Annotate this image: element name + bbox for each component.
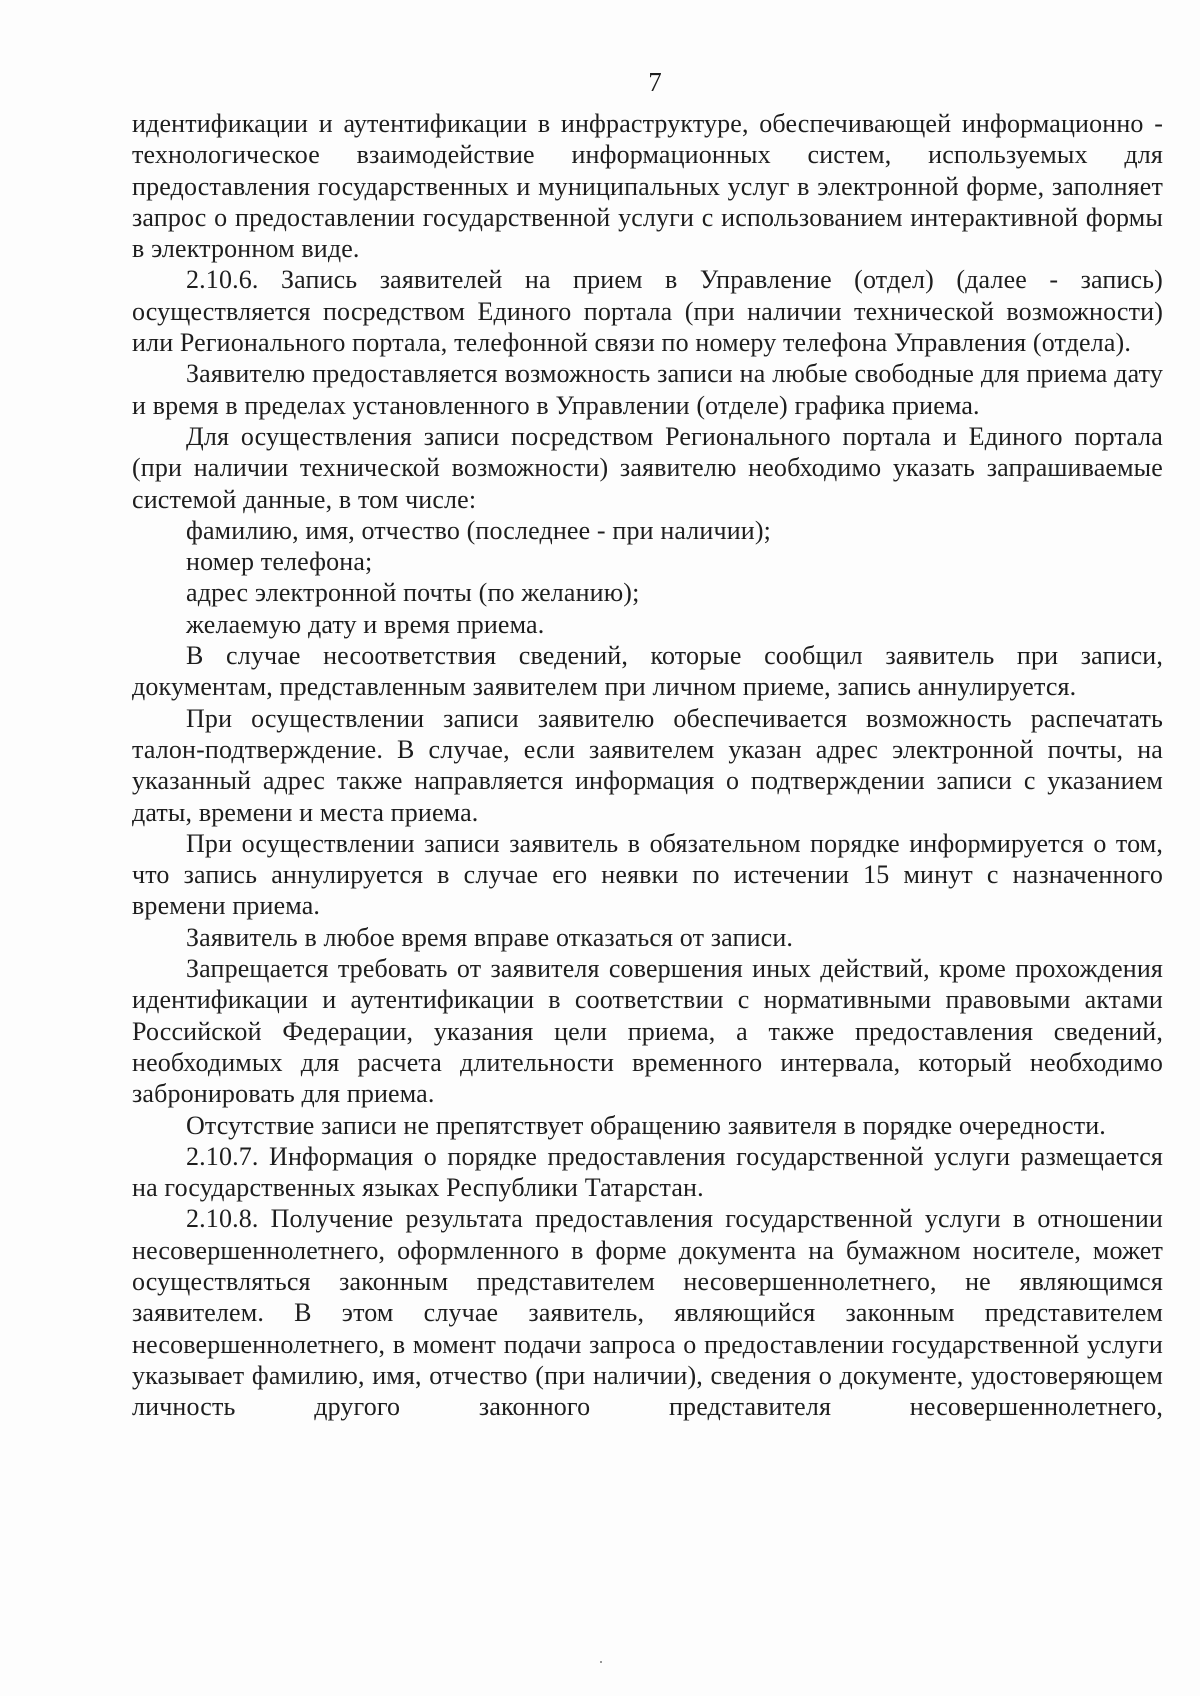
paragraph-cancellation-notice: При осуществлении записи заявитель в обязательном порядке информируется о том, что запись аннулируется в случае его неявки по истечении 15 минут с назначенного времени приема. [132,828,1163,921]
document-body [132,108,1163,1422]
list-item-email: адрес электронной почты (по желанию); [186,578,640,608]
scan-artifact-dot [600,1661,602,1663]
paragraph-2-10-8: 2.10.8. Получение результата предоставления государственной услуги в отношении несовершеннолетнего, оформленного в форме документа на бумажном носителе, может осуществляться законным представителем несовершеннолетнего, не являющимся заявителем. В этом случае заявитель, являющийся законным представителем несовершеннолетнего, в момент подачи запроса о предоставлении государственной услуги указывает фамилию, имя, отчество (при наличии), сведения о документе, удостоверяющем личность другого законного представителя несовершеннолетнего, [132,1204,1163,1422]
paragraph-mismatch: В случае несоответствия сведений, которые сообщил заявитель при записи, документам, представленным заявителем при личном приеме, запись аннулируется. [132,641,1163,702]
paragraph-booking-data: Для осуществления записи посредством Регионального портала и Единого портала (при наличии технической возможности) заявителю необходимо указать запрашиваемые системой данные, в том числе: [132,421,1163,514]
list-item-date-time: желаемую дату и время приема. [186,609,545,639]
page-number: 7 [648,67,662,97]
paragraph-booking-possibility: Заявителю предоставляется возможность записи на любые свободные для приема дату и время в пределах установленного в Управлении (отделе) графика приема. [132,359,1163,420]
paragraph-prohibition: Запрещается требовать от заявителя совершения иных действий, кроме прохождения идентификации и аутентификации в соответствии с нормативными правовыми актами Российской Федерации, указания цели приема, а также предоставления сведений, необходимых для расчета длительности временного интервала, который необходимо забронировать для приема. [132,954,1163,1109]
paragraph-refusal: Заявитель в любое время вправе отказаться от записи. [186,922,794,952]
paragraph-continuation: идентификации и аутентификации в инфраструктуре, обеспечивающей информационно - технологическое взаимодействие информационных систем, используемых для предоставления государственных и муниципальных услуг в электронной форме, заполняет запрос о предоставлении государственной услуги с использованием интерактивной формы в электронном виде. [132,109,1163,264]
paragraph-queue: Отсутствие записи не препятствует обращению заявителя в порядке очередности. [186,1110,1106,1140]
paragraph-2-10-7: 2.10.7. Информация о порядке предоставления государственной услуги размещается на государственных языках Республики Татарстан. [132,1141,1163,1203]
paragraph-2-10-6: 2.10.6. Запись заявителей на прием в Управление (отдел) (далее - запись) осуществляется посредством Единого портала (при наличии технической возможности) или Регионального портала, телефонной связи по номеру телефона Управления (отдела). [132,265,1163,358]
list-item-full-name: фамилию, имя, отчество (последнее - при наличии); [186,515,772,545]
paragraph-confirmation: При осуществлении записи заявителю обеспечивается возможность распечатать талон-подтверждение. В случае, если заявителем указан адрес электронной почты, на указанный адрес также направляется информация о подтверждении записи с указанием даты, времени и места приема. [132,703,1163,827]
list-item-phone: номер телефона; [186,547,373,577]
